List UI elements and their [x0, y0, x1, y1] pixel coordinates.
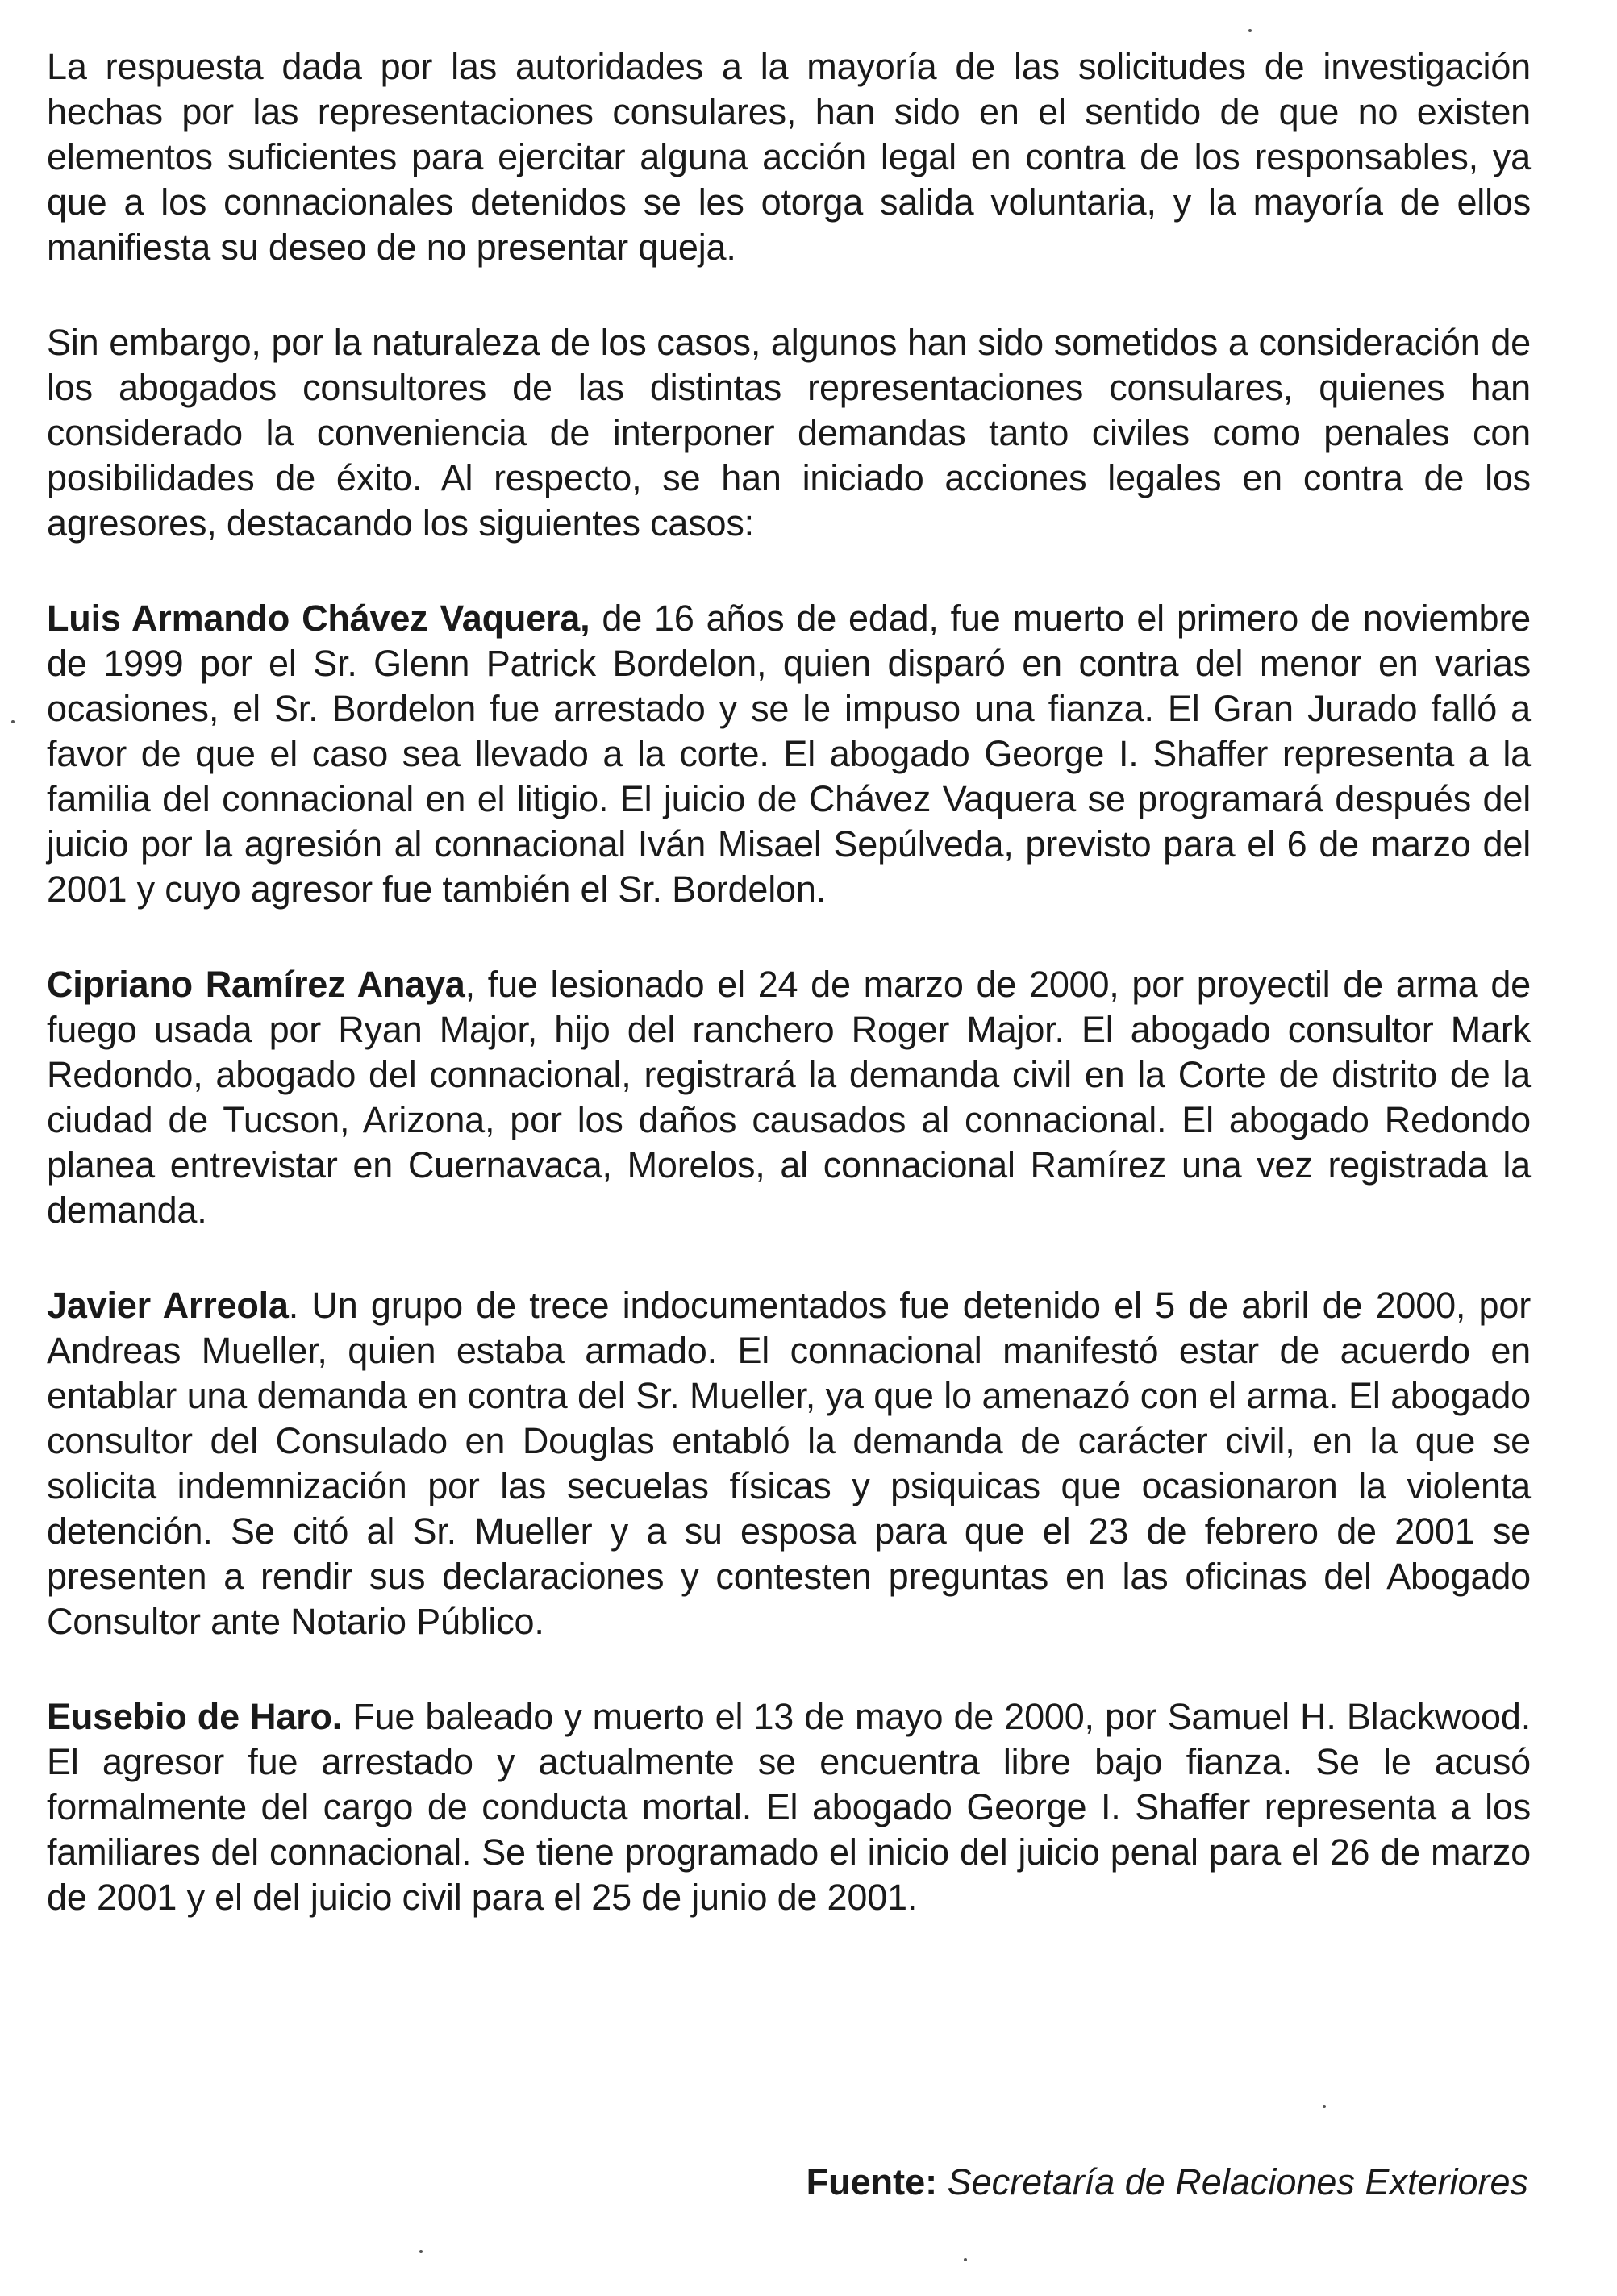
paragraph-intro	[47, 44, 1531, 270]
case-name: Javier Arreola	[47, 1285, 289, 1326]
case-chavez-vaquera	[47, 596, 1531, 912]
case-name: Luis Armando Chávez Vaquera,	[47, 598, 590, 639]
case-arreola	[47, 1283, 1531, 1644]
case-text: , fue lesionado el 24 de marzo de 2000, por proyectil de arma de fuego usada por Ryan Major, hijo del ranchero Roger Major. El abogado consultor Mark Redondo, abogado del connacional, registrará la demanda civil en la Corte de distrito de la ciudad de Tucson, Arizona, por los daños causados al connacional. El abogado Redondo planea entrevistar en Cuernavaca, Morelos, al connacional Ramírez una vez registrada la demanda.	[47, 964, 1531, 1231]
case-text: . Un grupo de trece indocumentados fue detenido el 5 de abril de 2000, por Andreas Mueller, quien estaba armado. El connacional manifestó estar de acuerdo en entablar una demanda en contra del Sr. Mueller, ya que lo amenazó con el arma. El abogado consultor del Consulado en Douglas entabló la demanda de carácter civil, en la que se solicita indemnización por las secuelas físicas y psiquicas que ocasionaron la violenta detención. Se citó al Sr. Mueller y a su esposa para que el 23 de febrero de 2001 se presenten a rendir sus declaraciones y contesten preguntas en las oficinas del Abogado Consultor ante Notario Público.	[47, 1285, 1531, 1642]
scan-speck	[419, 2250, 423, 2253]
document-body	[47, 44, 1531, 1970]
scan-speck	[964, 2258, 967, 2261]
paragraph-legal-actions	[47, 320, 1531, 546]
source-name: Secretaría de Relaciones Exteriores	[947, 2161, 1528, 2202]
case-de-haro	[47, 1694, 1531, 1920]
case-name: Eusebio de Haro.	[47, 1696, 343, 1737]
scan-speck	[1248, 29, 1252, 32]
scan-speck	[1323, 2105, 1326, 2108]
paragraph-text: La respuesta dada por las autoridades a la mayoría de las solicitudes de investigación hechas por las representaciones consulares, han sido en el sentido de que no existen elementos suficientes para ejercitar alguna acción legal en contra de los responsables, ya que a los connacionales detenidos se les otorga salida voluntaria, y la mayoría de ellos manifiesta su deseo de no presentar queja.	[47, 46, 1531, 268]
source-label: Fuente:	[806, 2161, 938, 2202]
case-name: Cipriano Ramírez Anaya	[47, 964, 465, 1005]
case-ramirez-anaya	[47, 962, 1531, 1233]
paragraph-text: Sin embargo, por la naturaleza de los casos, algunos han sido sometidos a consideración de los abogados consultores de las distintas representaciones consulares, quienes han considerado la conveniencia de interponer demandas tanto civiles como penales con posibilidades de éxito. Al respecto, se han iniciado acciones legales en contra de los agresores, destacando los siguientes casos:	[47, 322, 1531, 544]
case-text: Fue baleado y muerto el 13 de mayo de 2000, por Samuel H. Blackwood. El agresor fue arrestado y actualmente se encuentra libre bajo fianza. Se le acusó formalmente del cargo de conducta mortal. El abogado George I. Shaffer representa a los familiares del connacional. Se tiene programado el inicio del juicio penal para el 26 de marzo de 2001 y el del juicio civil para el 25 de junio de 2001.	[47, 1696, 1531, 1918]
scan-speck	[11, 720, 15, 723]
case-text: de 16 años de edad, fue muerto el primero de noviembre de 1999 por el Sr. Glenn Patrick Bordelon, quien disparó en contra del menor en varias ocasiones, el Sr. Bordelon fue arrestado y se le impuso una fianza. El Gran Jurado falló a favor de que el caso sea llevado a la corte. El abogado George I. Shaffer representa a la familia del connacional en el litigio. El juicio de Chávez Vaquera se programará después del juicio por la agresión al connacional Iván Misael Sepúlveda, previsto para el 6 de marzo del 2001 y cuyo agresor fue también el Sr. Bordelon.	[47, 598, 1531, 910]
source-citation	[806, 2160, 1528, 2205]
